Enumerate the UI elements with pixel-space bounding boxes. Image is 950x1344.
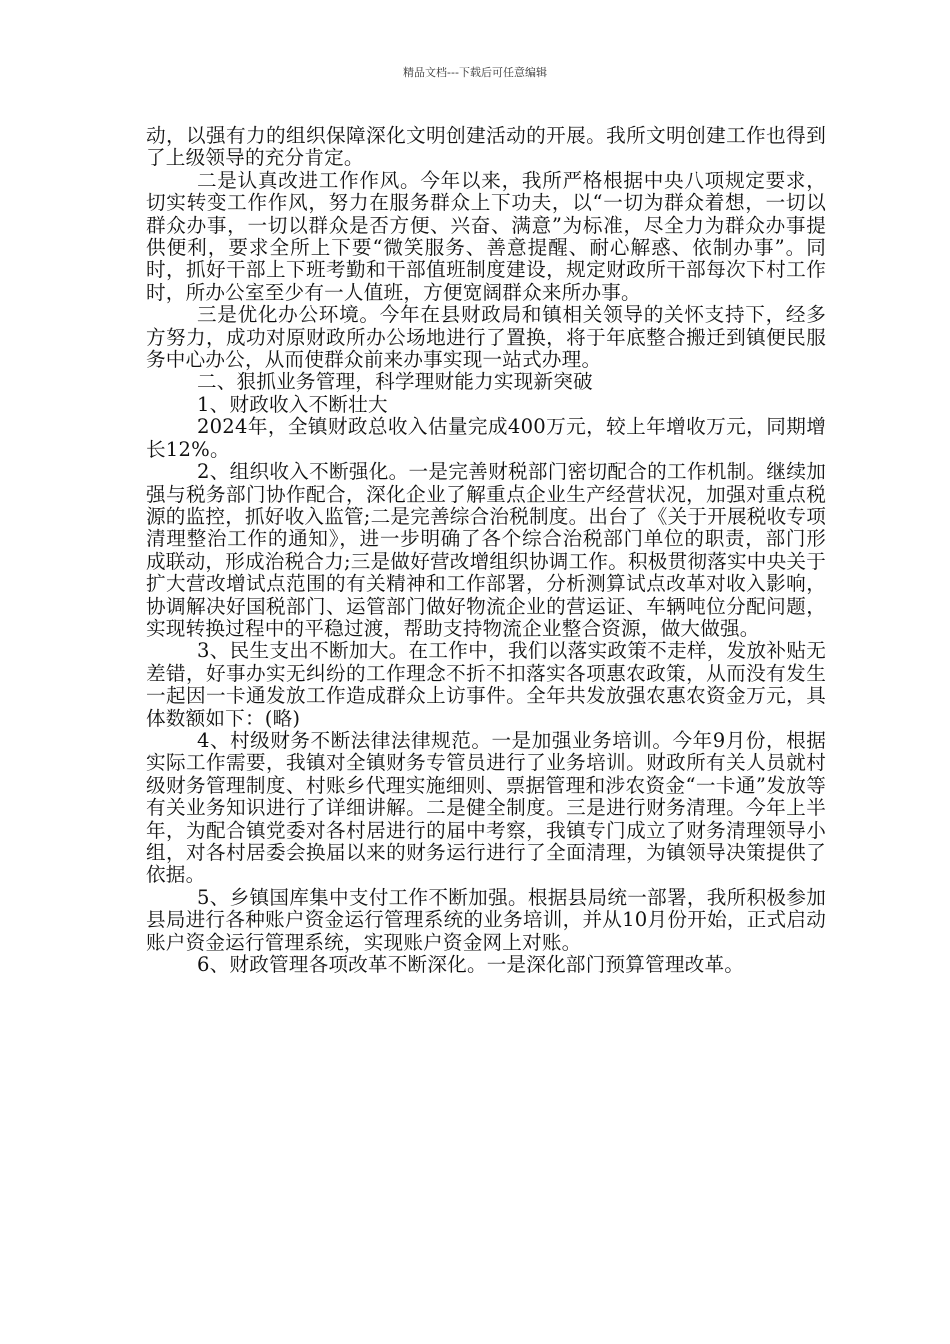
paragraph-item-2: 2、组织收入不断强化。一是完善财税部门密切配合的工作机制。继续加强与税务部门协作配合，深化企业了解重点企业生产经营状况，加强对重点税源的监控，抓好收入监管;二是完善综合治税制度。出台了《关于开展税收专项清理整治工作的通知》，进一步明确了各个综合治税部门单位的职责，部门形成联动，形成治税合力;三是做好营改增组织协调工作。积极贯彻落实中央关于扩大营改增试点范围的有关精神和工作部署，分析测算试点改革对收入影响，协调解决好国税部门、运管部门做好物流企业的营运证、车辆吨位分配问题，实现转换过程中的平稳过渡，帮助支持物流企业整合资源，做大做强。	[146, 460, 826, 640]
section-heading-2: 二、狠抓业务管理，科学理财能力实现新突破	[196, 370, 593, 394]
paragraph-1: 动，以强有力的组织保障深化文明创建活动的开展。我所文明创建工作也得到了上级领导的充分肯定。	[146, 124, 826, 170]
paragraph-3: 三是优化办公环境。今年在县财政局和镇相关领导的关怀支持下，经多方努力，成功对原财政所办公场地进行了置换，将于年底整合搬迁到镇便民服务中心办公，从而使群众前来办事实现一站式办理。	[146, 303, 826, 372]
paragraph-item-3: 3、民生支出不断加大。在工作中，我们以落实政策不走样，发放补贴无差错，好事办实无纠纷的工作理念不折不扣落实各项惠农政策，从而没有发生一起因一卡通发放工作造成群众上访事件。全年共发放强农惠农资金万元，具体数额如下：(略)	[146, 639, 826, 730]
paragraph-item-4: 4、村级财务不断法律法律规范。一是加强业务培训。今年9月份，根据实际工作需要，我镇对全镇财务专管员进行了业务培训。财政所有关人员就村级财务管理制度、村账乡代理实施细则、票据管理和涉农资金“一卡通”发放等有关业务知识进行了详细讲解。二是健全制度。三是进行财务清理。今年上半年，为配合镇党委对各村居进行的届中考察，我镇专门成立了财务清理领导小组，对各村居委会换届以来的财务运行进行了全面清理，为镇领导决策提供了依据。	[146, 728, 826, 887]
page-header: 精品文档---下载后可任意编辑	[403, 66, 547, 79]
subheading-1: 1、财政收入不断壮大	[196, 392, 388, 416]
paragraph-item-6: 6、财政管理各项改革不断深化。一是深化部门预算管理改革。	[196, 953, 745, 977]
paragraph-2: 二是认真改进工作作风。今年以来，我所严格根据中央八项规定要求，切实转变工作作风，努力在服务群众上下功夫，以“一切为群众着想，一切以群众办事，一切以群众是否方便、兴奋、满意”为标准，尽全力为群众办事提供便利，要求全所上下要“微笑服务、善意提醒、耐心解惑、依制办事”。同时，抓好干部上下班考勤和干部值班制度建设，规定财政所干部每次下村工作时，所办公室至少有一人值班，方便宽阔群众来所办事。	[146, 168, 826, 304]
document-body	[146, 125, 826, 976]
paragraph-revenue: 2024年，全镇财政总收入估量完成400万元，较上年增收万元，同期增长12%。	[146, 415, 826, 461]
paragraph-item-5: 5、乡镇国库集中支付工作不断加强。根据县局统一部署，我所积极参加县局进行各种账户资金运行管理系统的业务培训，并从10月份开始，正式启动账户资金运行管理系统，实现账户资金网上对账。	[146, 885, 826, 954]
